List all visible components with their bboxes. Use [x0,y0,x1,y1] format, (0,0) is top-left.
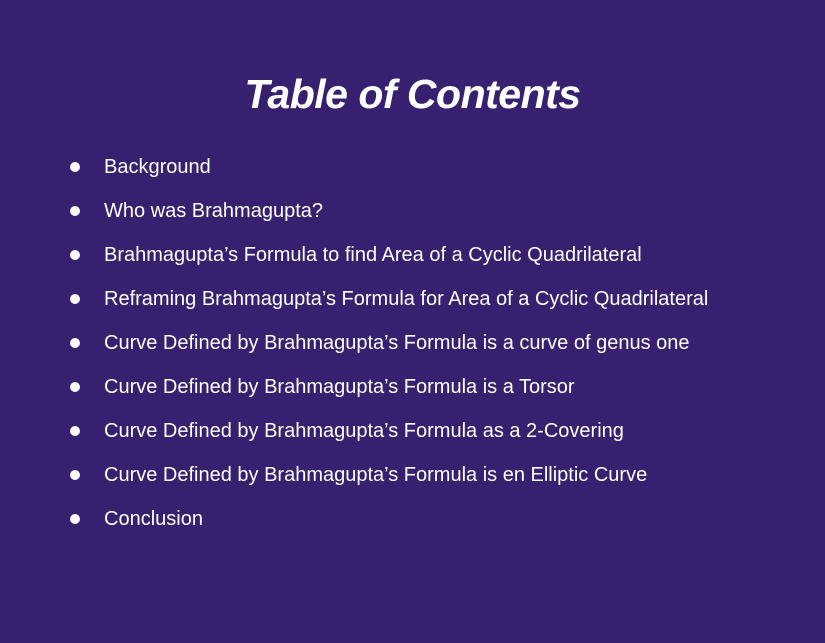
toc-item-genus-one [66,321,806,365]
toc-item-conclusion [66,497,806,541]
bullet-icon [70,294,80,304]
slide-title: Table of Contents [244,71,581,117]
bullet-icon [70,206,80,216]
toc-item-label: Curve Defined by Brahmagupta’s Formula is en Elliptic Curve [104,464,648,486]
toc-item-label: Conclusion [104,508,203,530]
toc-item-background [66,145,806,189]
toc-item-label: Curve Defined by Brahmagupta’s Formula is a Torsor [104,376,575,398]
bullet-icon [70,470,80,480]
toc-item-label: Background [104,156,211,178]
toc-item-label: Who was Brahmagupta? [104,200,324,222]
toc-item-label: Curve Defined by Brahmagupta’s Formula is a curve of genus one [104,332,690,354]
bullet-icon [70,162,80,172]
bullet-icon [70,250,80,260]
table-of-contents-list [66,145,806,541]
toc-item-formula-area [66,233,806,277]
bullet-icon [70,382,80,392]
bullet-icon [70,426,80,436]
toc-item-elliptic-curve [66,453,806,497]
toc-item-torsor [66,365,806,409]
toc-item-label: Reframing Brahmagupta’s Formula for Area of a Cyclic Quadrilateral [104,288,709,310]
toc-item-label: Brahmagupta’s Formula to find Area of a Cyclic Quadrilateral [104,244,642,266]
toc-item-2-covering [66,409,806,453]
bullet-icon [70,514,80,524]
toc-item-who-was-brahmagupta [66,189,806,233]
toc-item-reframing-formula [66,277,806,321]
bullet-icon [70,338,80,348]
toc-item-label: Curve Defined by Brahmagupta’s Formula as a 2-Covering [104,420,624,442]
